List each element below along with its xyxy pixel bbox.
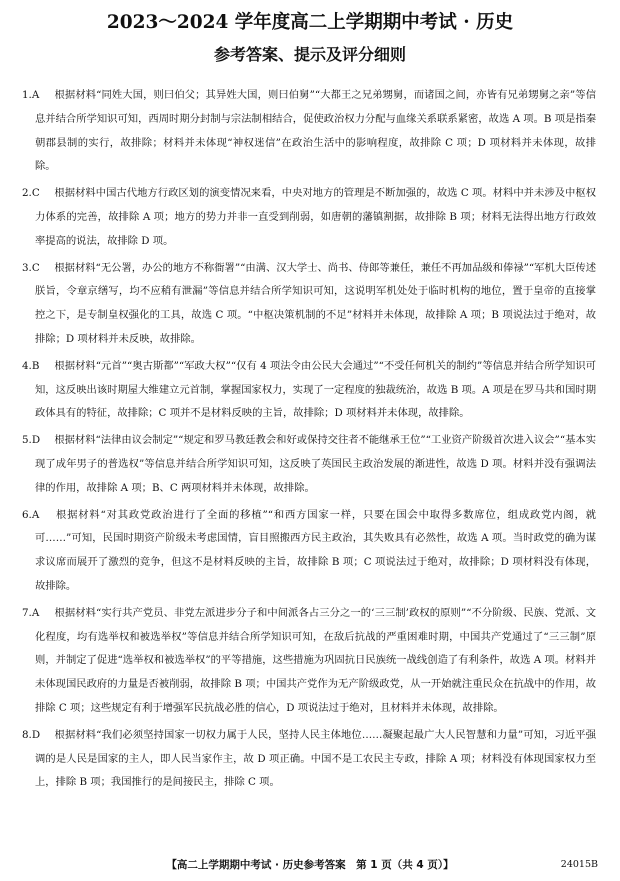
answer-item-3 [22,257,596,352]
answer-choice: A [31,89,40,101]
answer-explanation: 根据材料“同姓大国，则曰伯父；其异姓大国，则曰伯舅”“大都王之兄弟甥舅，而诸国之间，亦皆有兄弟甥舅之亲”等信息并结合所学知识可知，西周时期分封制与宗法制相结合，促使政治权力分配与血缘关系联系紧密，故选 A 项。B 项是指秦朝郡县制的实行，故排除；材料并未体现“神权迷信”在政治生活中的影响程度，故排除 C 项；D 项材料并未体现，故排除。 [35,89,596,173]
answer-number: 4. [22,359,32,372]
answer-choice: D [31,434,41,447]
answer-item-8 [22,724,596,795]
answer-number: 6. [22,508,32,521]
document-code: 24015B [560,859,598,870]
answer-number: 2. [22,187,32,200]
answer-explanation: 根据材料中国古代地方行政区划的演变情况来看，中央对地方的管理是不断加强的，故选 C 项。材料中并未涉及中枢权力体系的完善，故排除 A 项；地方的势力并非一直受到削弱，如唐朝的藩镇割据，故排除 B 项；材料无法得出地方行政效率提高的说法，故排除 D 项。 [35,187,596,247]
answer-explanation: 根据材料“无公署，办公的地方不称衙署”“由满、汉大学士、尚书、侍郎等兼任，兼任不再加品级和俸禄”“军机大臣传述朕旨，令章京缮写，均不应稍有泄漏”等信息并结合所学知识可知，这说明军机处处于临时机构的地位，置于皇帝的直接掌控之下，是专制皇权强化的工具，故选 C 项。“中枢决策机制的不足”材料并未体现，故排除 A 项；B 项说法过于绝对，故排除；D 项材料并未反映，故排除。 [35,261,597,345]
answer-explanation: 根据材料“元首”“奥古斯都”“军政大权”“仅有 4 项法令由公民大会通过”“不受任何机关的制约”等信息并结合所学知识可知，这反映出该时期屋大维建立元首制，掌握国家权力，实现了一定程度的独裁统治，故选 B 项。A 项是在罗马共和国时期政体具有的特征，故排除；C 项并不是材料反映的主旨，故排除；D 项材料并未体现，故排除。 [35,359,596,420]
answer-explanation: 根据材料“实行共产党员、非党左派进步分子和中间派各占三分之一的‘三三制’政权的原则”“不分阶级、民族、党派、文化程度，均有选举权和被选举权”等信息并结合所学知识可知，在敌后抗战的严重困难时期，中国共产党通过了“三三制”原则，并制定了促进“选举权和被选举权”的平等措施，这些措施为巩固抗日民族统一战线创造了有利条件，故选 A 项。材料并未体现国民政府的力量是否被削弱，故排除 B 项；中国共产党作为无产阶级政党，从一开始就注重民众在抗战中的作用，故排除 C 项；这些规定有利于增强军民抗战必胜的信心，D 项说法过于绝对，且材料并未体现，故排除。 [35,606,596,714]
answer-choice: C [31,261,40,274]
answer-number: 1. [22,89,32,101]
page-subtitle: 参考答案、提示及评分细则 [213,45,406,64]
answer-number: 3. [22,261,32,274]
answer-item-4 [22,355,596,426]
answer-number: 7. [22,606,32,619]
answer-item-6 [22,504,596,599]
page-title: 2023～2024 学年度高二上学期期中考试 · 历史 [106,12,514,33]
answer-item-7 [22,602,596,721]
answer-choice: B [31,359,40,372]
answer-choice: D [31,728,41,741]
answer-explanation: 根据材料“对其政党政治进行了全面的移植”“和西方国家一样，只要在国会中取得多数席位，组成政党内阁，就可……”可知，民国时期资产阶级未考虑国情，盲目照搬西方民主政治，其失败具有必然性，故选 A 项。当时政党的确为谋求议席而展开了激烈的竞争，但这不是材料反映的主旨，故排除 B 项；C 项说法过于绝对，故排除；D 项材料没有体现，故排除。 [35,508,597,592]
answer-item-2 [22,182,596,253]
answer-list [22,84,596,798]
page-footer: 【高二上学期期中考试 · 历史参考答案 第 1 页（共 4 页）】 [166,859,454,871]
answer-explanation: 根据材料“法律由议会制定”“规定和罗马教廷教会和好或保持交往者不能继承王位”“工业资产阶级首次进入议会”“基本实现了成年男子的普选权”等信息并结合所学知识可知，这反映了英国民主政治发展的渐进性，故选 D 项。材料并没有强调法律的作用，故排除 A 项；B、C 两项材料并未体现，故排除。 [35,434,596,494]
answer-number: 5. [22,434,32,447]
answer-item-5 [22,429,596,500]
answer-choice: A [31,606,40,619]
answer-choice: C [31,187,40,200]
answer-explanation: 根据材料“我们必须坚持国家一切权力属于人民，坚持人民主体地位……凝聚起最广大人民智慧和力量”可知，习近平强调的是人民是国家的主人，即人民当家作主，故 D 项正确。中国不是工农民主专政，排除 A 项；材料没有体现国家权力至上，排除 B 项；我国推行的是间接民主，排除 C 项。 [35,728,597,789]
answer-item-1 [22,84,596,179]
answer-choice: A [31,508,40,521]
answer-number: 8. [22,728,32,741]
